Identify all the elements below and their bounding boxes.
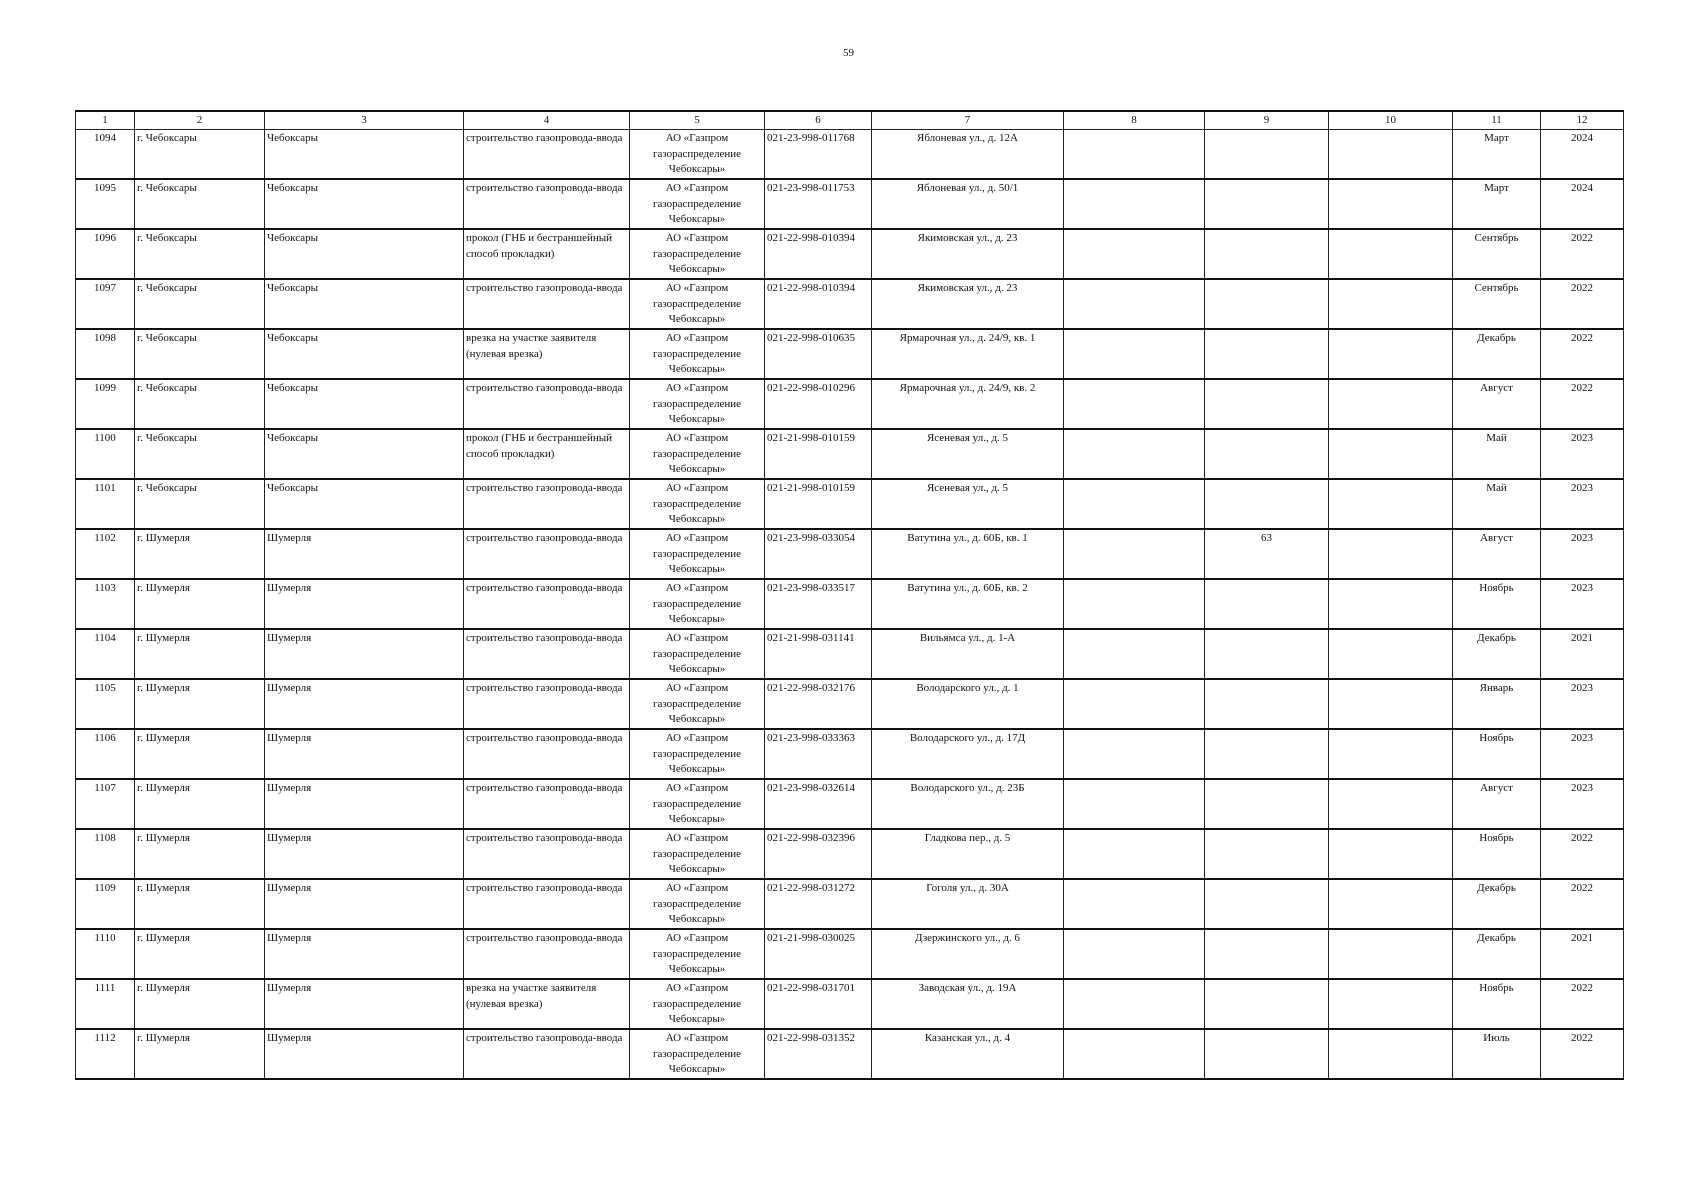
month-cell: Август — [1453, 379, 1541, 429]
row-number: 1106 — [76, 729, 135, 779]
month-cell: Март — [1453, 130, 1541, 180]
application-code-cell: 021-23-998-033363 — [765, 729, 872, 779]
organization-cell: АО «Газпром газораспределение Чебоксары» — [630, 379, 765, 429]
city-cell: г. Шумерля — [135, 729, 265, 779]
column-9-cell — [1205, 329, 1329, 379]
column-header-3: 3 — [265, 111, 464, 130]
row-number: 1097 — [76, 279, 135, 329]
work-type-cell: строительство газопровода-ввода — [464, 629, 630, 679]
work-type-cell: строительство газопровода-ввода — [464, 479, 630, 529]
month-cell: Март — [1453, 179, 1541, 229]
table-row — [76, 429, 1624, 479]
organization-cell: АО «Газпром газораспределение Чебоксары» — [630, 179, 765, 229]
application-code-cell: 021-23-998-011768 — [765, 130, 872, 180]
column-9-cell — [1205, 579, 1329, 629]
organization-cell: АО «Газпром газораспределение Чебоксары» — [630, 779, 765, 829]
row-number: 1112 — [76, 1029, 135, 1079]
year-cell: 2022 — [1541, 329, 1624, 379]
application-code-cell: 021-22-998-010296 — [765, 379, 872, 429]
column-9-cell — [1205, 929, 1329, 979]
column-9-cell — [1205, 229, 1329, 279]
work-type-cell: строительство газопровода-ввода — [464, 579, 630, 629]
organization-cell: АО «Газпром газораспределение Чебоксары» — [630, 879, 765, 929]
application-code-cell: 021-22-998-031272 — [765, 879, 872, 929]
application-code-cell: 021-23-998-032614 — [765, 779, 872, 829]
year-cell: 2024 — [1541, 130, 1624, 180]
place-cell: Шумерля — [265, 979, 464, 1029]
city-cell: г. Чебоксары — [135, 329, 265, 379]
address-cell: Ясеневая ул., д. 5 — [872, 479, 1064, 529]
table-row — [76, 829, 1624, 879]
year-cell: 2023 — [1541, 429, 1624, 479]
column-8-cell — [1064, 779, 1205, 829]
table-row — [76, 1029, 1624, 1079]
column-10-cell — [1329, 879, 1453, 929]
column-9-cell — [1205, 629, 1329, 679]
data-table — [75, 110, 1624, 1080]
column-10-cell — [1329, 379, 1453, 429]
organization-cell: АО «Газпром газораспределение Чебоксары» — [630, 579, 765, 629]
application-code-cell: 021-22-998-031352 — [765, 1029, 872, 1079]
city-cell: г. Чебоксары — [135, 479, 265, 529]
row-number: 1094 — [76, 130, 135, 180]
column-8-cell — [1064, 729, 1205, 779]
column-10-cell — [1329, 629, 1453, 679]
application-code-cell: 021-21-998-010159 — [765, 429, 872, 479]
year-cell: 2023 — [1541, 529, 1624, 579]
place-cell: Шумерля — [265, 1029, 464, 1079]
address-cell: Заводская ул., д. 19А — [872, 979, 1064, 1029]
application-code-cell: 021-23-998-033517 — [765, 579, 872, 629]
place-cell: Шумерля — [265, 779, 464, 829]
address-cell: Володарского ул., д. 23Б — [872, 779, 1064, 829]
year-cell: 2022 — [1541, 979, 1624, 1029]
table-row — [76, 130, 1624, 180]
application-code-cell: 021-22-998-010635 — [765, 329, 872, 379]
column-10-cell — [1329, 429, 1453, 479]
column-8-cell — [1064, 829, 1205, 879]
place-cell: Чебоксары — [265, 229, 464, 279]
place-cell: Чебоксары — [265, 279, 464, 329]
column-9-cell — [1205, 179, 1329, 229]
header-row — [76, 111, 1624, 130]
place-cell: Шумерля — [265, 629, 464, 679]
city-cell: г. Шумерля — [135, 979, 265, 1029]
application-code-cell: 021-23-998-033054 — [765, 529, 872, 579]
place-cell: Шумерля — [265, 929, 464, 979]
place-cell: Чебоксары — [265, 429, 464, 479]
row-number: 1098 — [76, 329, 135, 379]
application-code-cell: 021-22-998-010394 — [765, 279, 872, 329]
row-number: 1095 — [76, 179, 135, 229]
column-10-cell — [1329, 229, 1453, 279]
month-cell: Декабрь — [1453, 329, 1541, 379]
row-number: 1105 — [76, 679, 135, 729]
organization-cell: АО «Газпром газораспределение Чебоксары» — [630, 279, 765, 329]
city-cell: г. Шумерля — [135, 679, 265, 729]
month-cell: Ноябрь — [1453, 829, 1541, 879]
column-9-cell: 63 — [1205, 529, 1329, 579]
address-cell: Дзержинского ул., д. 6 — [872, 929, 1064, 979]
application-code-cell: 021-22-998-031701 — [765, 979, 872, 1029]
row-number: 1102 — [76, 529, 135, 579]
column-header-12: 12 — [1541, 111, 1624, 130]
work-type-cell: строительство газопровода-ввода — [464, 829, 630, 879]
work-type-cell: врезка на участке заявителя (нулевая врезка) — [464, 329, 630, 379]
column-9-cell — [1205, 379, 1329, 429]
month-cell: Ноябрь — [1453, 979, 1541, 1029]
column-8-cell — [1064, 929, 1205, 979]
organization-cell: АО «Газпром газораспределение Чебоксары» — [630, 429, 765, 479]
place-cell: Чебоксары — [265, 130, 464, 180]
city-cell: г. Чебоксары — [135, 279, 265, 329]
month-cell: Август — [1453, 779, 1541, 829]
address-cell: Якимовская ул., д. 23 — [872, 279, 1064, 329]
work-type-cell: строительство газопровода-ввода — [464, 529, 630, 579]
column-header-10: 10 — [1329, 111, 1453, 130]
month-cell: Декабрь — [1453, 629, 1541, 679]
table-row — [76, 929, 1624, 979]
application-code-cell: 021-21-998-030025 — [765, 929, 872, 979]
table-row — [76, 629, 1624, 679]
year-cell: 2023 — [1541, 579, 1624, 629]
table-row — [76, 579, 1624, 629]
row-number: 1111 — [76, 979, 135, 1029]
address-cell: Яблоневая ул., д. 50/1 — [872, 179, 1064, 229]
column-9-cell — [1205, 829, 1329, 879]
city-cell: г. Шумерля — [135, 879, 265, 929]
city-cell: г. Чебоксары — [135, 379, 265, 429]
column-10-cell — [1329, 779, 1453, 829]
column-10-cell — [1329, 929, 1453, 979]
table-body — [76, 130, 1624, 1080]
work-type-cell: прокол (ГНБ и бестраншейный способ прокладки) — [464, 229, 630, 279]
place-cell: Шумерля — [265, 579, 464, 629]
column-8-cell — [1064, 130, 1205, 180]
column-header-6: 6 — [765, 111, 872, 130]
column-9-cell — [1205, 879, 1329, 929]
month-cell: Сентябрь — [1453, 229, 1541, 279]
organization-cell: АО «Газпром газораспределение Чебоксары» — [630, 979, 765, 1029]
organization-cell: АО «Газпром газораспределение Чебоксары» — [630, 929, 765, 979]
work-type-cell: строительство газопровода-ввода — [464, 279, 630, 329]
table-row — [76, 779, 1624, 829]
column-8-cell — [1064, 879, 1205, 929]
column-8-cell — [1064, 279, 1205, 329]
row-number: 1108 — [76, 829, 135, 879]
year-cell: 2024 — [1541, 179, 1624, 229]
place-cell: Шумерля — [265, 729, 464, 779]
place-cell: Шумерля — [265, 529, 464, 579]
column-10-cell — [1329, 679, 1453, 729]
column-10-cell — [1329, 179, 1453, 229]
month-cell: Июль — [1453, 1029, 1541, 1079]
table-row — [76, 379, 1624, 429]
table-row — [76, 329, 1624, 379]
table-row — [76, 729, 1624, 779]
column-header-11: 11 — [1453, 111, 1541, 130]
city-cell: г. Чебоксары — [135, 130, 265, 180]
column-8-cell — [1064, 679, 1205, 729]
column-9-cell — [1205, 679, 1329, 729]
month-cell: Май — [1453, 429, 1541, 479]
city-cell: г. Шумерля — [135, 579, 265, 629]
column-header-2: 2 — [135, 111, 265, 130]
place-cell: Чебоксары — [265, 179, 464, 229]
place-cell: Шумерля — [265, 829, 464, 879]
year-cell: 2021 — [1541, 629, 1624, 679]
row-number: 1099 — [76, 379, 135, 429]
organization-cell: АО «Газпром газораспределение Чебоксары» — [630, 729, 765, 779]
place-cell: Чебоксары — [265, 479, 464, 529]
city-cell: г. Чебоксары — [135, 229, 265, 279]
column-9-cell — [1205, 130, 1329, 180]
application-code-cell: 021-22-998-032176 — [765, 679, 872, 729]
column-10-cell — [1329, 979, 1453, 1029]
place-cell: Чебоксары — [265, 329, 464, 379]
address-cell: Ясеневая ул., д. 5 — [872, 429, 1064, 479]
organization-cell: АО «Газпром газораспределение Чебоксары» — [630, 229, 765, 279]
year-cell: 2022 — [1541, 1029, 1624, 1079]
column-9-cell — [1205, 779, 1329, 829]
column-8-cell — [1064, 379, 1205, 429]
table-row — [76, 679, 1624, 729]
page-number: 59 — [843, 47, 854, 59]
month-cell: Декабрь — [1453, 879, 1541, 929]
organization-cell: АО «Газпром газораспределение Чебоксары» — [630, 529, 765, 579]
organization-cell: АО «Газпром газораспределение Чебоксары» — [630, 479, 765, 529]
column-10-cell — [1329, 829, 1453, 879]
organization-cell: АО «Газпром газораспределение Чебоксары» — [630, 629, 765, 679]
column-10-cell — [1329, 329, 1453, 379]
row-number: 1109 — [76, 879, 135, 929]
table-row — [76, 979, 1624, 1029]
table-row — [76, 479, 1624, 529]
address-cell: Казанская ул., д. 4 — [872, 1029, 1064, 1079]
column-9-cell — [1205, 279, 1329, 329]
row-number: 1104 — [76, 629, 135, 679]
column-8-cell — [1064, 229, 1205, 279]
year-cell: 2023 — [1541, 729, 1624, 779]
organization-cell: АО «Газпром газораспределение Чебоксары» — [630, 679, 765, 729]
row-number: 1110 — [76, 929, 135, 979]
work-type-cell: строительство газопровода-ввода — [464, 879, 630, 929]
year-cell: 2022 — [1541, 829, 1624, 879]
city-cell: г. Чебоксары — [135, 429, 265, 479]
column-header-8: 8 — [1064, 111, 1205, 130]
column-10-cell — [1329, 729, 1453, 779]
organization-cell: АО «Газпром газораспределение Чебоксары» — [630, 1029, 765, 1079]
column-header-1: 1 — [76, 111, 135, 130]
month-cell: Ноябрь — [1453, 729, 1541, 779]
work-type-cell: строительство газопровода-ввода — [464, 929, 630, 979]
address-cell: Гоголя ул., д. 30А — [872, 879, 1064, 929]
place-cell: Чебоксары — [265, 379, 464, 429]
organization-cell: АО «Газпром газораспределение Чебоксары» — [630, 329, 765, 379]
row-number: 1100 — [76, 429, 135, 479]
year-cell: 2022 — [1541, 879, 1624, 929]
column-8-cell — [1064, 629, 1205, 679]
work-type-cell: строительство газопровода-ввода — [464, 379, 630, 429]
row-number: 1096 — [76, 229, 135, 279]
row-number: 1103 — [76, 579, 135, 629]
column-10-cell — [1329, 279, 1453, 329]
work-type-cell: врезка на участке заявителя (нулевая врезка) — [464, 979, 630, 1029]
table-row — [76, 529, 1624, 579]
place-cell: Шумерля — [265, 879, 464, 929]
column-8-cell — [1064, 579, 1205, 629]
application-code-cell: 021-21-998-010159 — [765, 479, 872, 529]
address-cell: Володарского ул., д. 1 — [872, 679, 1064, 729]
column-8-cell — [1064, 329, 1205, 379]
year-cell: 2022 — [1541, 279, 1624, 329]
city-cell: г. Шумерля — [135, 529, 265, 579]
column-header-4: 4 — [464, 111, 630, 130]
work-type-cell: строительство газопровода-ввода — [464, 729, 630, 779]
year-cell: 2023 — [1541, 479, 1624, 529]
work-type-cell: прокол (ГНБ и бестраншейный способ прокладки) — [464, 429, 630, 479]
city-cell: г. Шумерля — [135, 929, 265, 979]
application-code-cell: 021-22-998-032396 — [765, 829, 872, 879]
column-header-7: 7 — [872, 111, 1064, 130]
year-cell: 2023 — [1541, 779, 1624, 829]
month-cell: Сентябрь — [1453, 279, 1541, 329]
address-cell: Ватутина ул., д. 60Б, кв. 1 — [872, 529, 1064, 579]
column-10-cell — [1329, 579, 1453, 629]
table-row — [76, 229, 1624, 279]
month-cell: Май — [1453, 479, 1541, 529]
column-9-cell — [1205, 729, 1329, 779]
column-8-cell — [1064, 1029, 1205, 1079]
address-cell: Ярмарочная ул., д. 24/9, кв. 2 — [872, 379, 1064, 429]
month-cell: Январь — [1453, 679, 1541, 729]
column-8-cell — [1064, 429, 1205, 479]
address-cell: Ярмарочная ул., д. 24/9, кв. 1 — [872, 329, 1064, 379]
column-header-9: 9 — [1205, 111, 1329, 130]
column-10-cell — [1329, 1029, 1453, 1079]
address-cell: Яблоневая ул., д. 12А — [872, 130, 1064, 180]
year-cell: 2022 — [1541, 379, 1624, 429]
column-header-5: 5 — [630, 111, 765, 130]
column-9-cell — [1205, 479, 1329, 529]
city-cell: г. Шумерля — [135, 779, 265, 829]
column-9-cell — [1205, 1029, 1329, 1079]
address-cell: Володарского ул., д. 17Д — [872, 729, 1064, 779]
column-10-cell — [1329, 529, 1453, 579]
month-cell: Август — [1453, 529, 1541, 579]
city-cell: г. Шумерля — [135, 829, 265, 879]
address-cell: Вильямса ул., д. 1-А — [872, 629, 1064, 679]
city-cell: г. Чебоксары — [135, 179, 265, 229]
address-cell: Ватутина ул., д. 60Б, кв. 2 — [872, 579, 1064, 629]
work-type-cell: строительство газопровода-ввода — [464, 130, 630, 180]
column-8-cell — [1064, 529, 1205, 579]
column-9-cell — [1205, 429, 1329, 479]
application-code-cell: 021-22-998-010394 — [765, 229, 872, 279]
column-8-cell — [1064, 479, 1205, 529]
column-8-cell — [1064, 179, 1205, 229]
table-row — [76, 179, 1624, 229]
year-cell: 2021 — [1541, 929, 1624, 979]
table-row — [76, 279, 1624, 329]
table-row — [76, 879, 1624, 929]
year-cell: 2022 — [1541, 229, 1624, 279]
city-cell: г. Шумерля — [135, 1029, 265, 1079]
row-number: 1107 — [76, 779, 135, 829]
column-10-cell — [1329, 130, 1453, 180]
address-cell: Якимовская ул., д. 23 — [872, 229, 1064, 279]
application-code-cell: 021-23-998-011753 — [765, 179, 872, 229]
year-cell: 2023 — [1541, 679, 1624, 729]
month-cell: Декабрь — [1453, 929, 1541, 979]
city-cell: г. Шумерля — [135, 629, 265, 679]
work-type-cell: строительство газопровода-ввода — [464, 179, 630, 229]
application-code-cell: 021-21-998-031141 — [765, 629, 872, 679]
column-10-cell — [1329, 479, 1453, 529]
work-type-cell: строительство газопровода-ввода — [464, 779, 630, 829]
month-cell: Ноябрь — [1453, 579, 1541, 629]
work-type-cell: строительство газопровода-ввода — [464, 679, 630, 729]
place-cell: Шумерля — [265, 679, 464, 729]
row-number: 1101 — [76, 479, 135, 529]
work-type-cell: строительство газопровода-ввода — [464, 1029, 630, 1079]
address-cell: Гладкова пер., д. 5 — [872, 829, 1064, 879]
column-8-cell — [1064, 979, 1205, 1029]
organization-cell: АО «Газпром газораспределение Чебоксары» — [630, 829, 765, 879]
organization-cell: АО «Газпром газораспределение Чебоксары» — [630, 130, 765, 180]
column-9-cell — [1205, 979, 1329, 1029]
